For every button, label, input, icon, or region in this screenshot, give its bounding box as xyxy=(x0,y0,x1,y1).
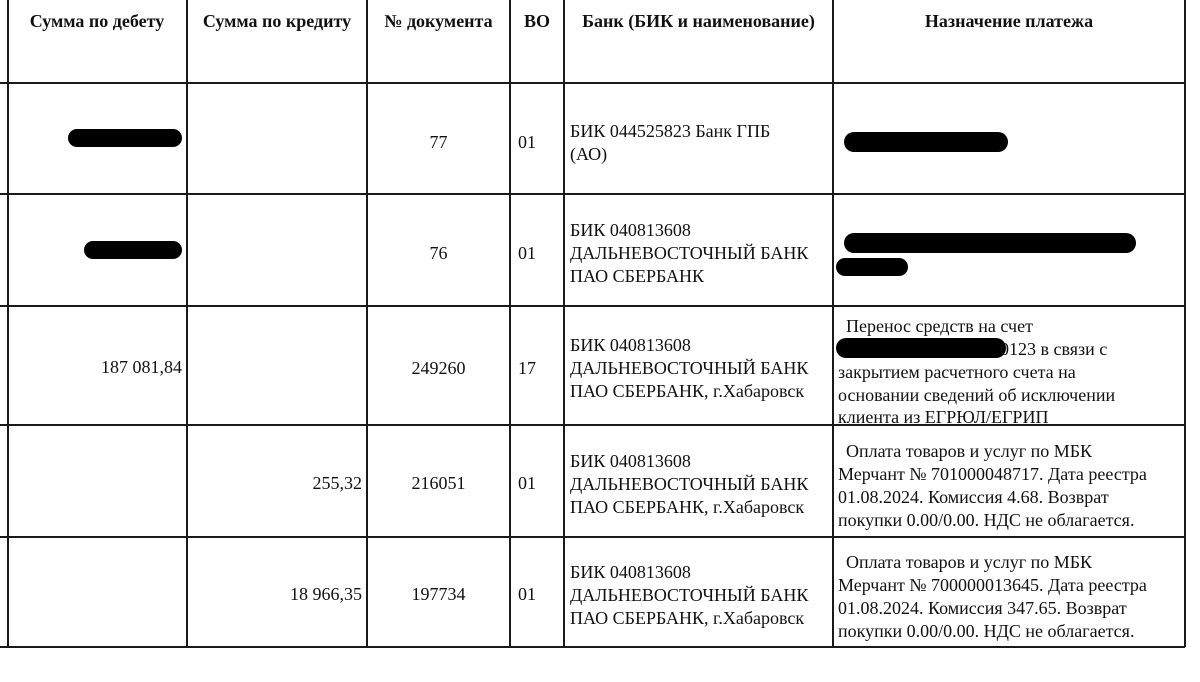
row-5-bank-line-1: БИК 040813608 xyxy=(570,562,691,582)
grid-line xyxy=(0,646,1185,648)
row-4-purpose-line-1: Оплата товаров и услуг по МБК xyxy=(846,441,1093,461)
row-4-credit: 255,32 xyxy=(312,473,362,493)
redaction-mark xyxy=(836,338,1006,358)
grid-line xyxy=(366,0,368,647)
grid-line xyxy=(563,0,565,647)
row-1-bank-line-1: БИК 044525823 Банк ГПБ xyxy=(570,121,771,141)
grid-line xyxy=(186,0,188,647)
row-5-credit: 18 966,35 xyxy=(290,584,362,604)
row-4-vo: 01 xyxy=(518,473,536,493)
row-3-purpose-line-1: Перенос средств на счет xyxy=(846,316,1033,336)
row-1-doc-number: 77 xyxy=(429,132,448,152)
redaction-mark xyxy=(836,258,908,276)
grid-line xyxy=(0,193,1185,195)
row-4-bank-line-3: ПАО СБЕРБАНК, г.Хабаровск xyxy=(570,497,805,517)
row-3-debit: 187 081,84 xyxy=(101,357,182,377)
redaction-mark xyxy=(84,241,182,259)
header-vo: ВО xyxy=(523,11,550,31)
header-credit: Сумма по кредиту xyxy=(202,11,352,31)
row-3-purpose-line-2: 0123 в связи с xyxy=(1000,339,1108,359)
row-5-bank-line-2: ДАЛЬНЕВОСТОЧНЫЙ БАНК xyxy=(570,585,809,605)
header-doc-number: № документа xyxy=(384,11,493,31)
header-debit: Сумма по дебету xyxy=(29,11,165,31)
row-1-bank-line-2: (АО) xyxy=(570,144,608,164)
row-4-purpose-line-3: 01.08.2024. Комиссия 4.68. Возврат xyxy=(838,487,1109,507)
row-2-bank-line-1: БИК 040813608 xyxy=(570,220,691,240)
row-3-purpose-line-3: закрытием расчетного счета на xyxy=(838,362,1076,382)
row-4-purpose-line-2: Мерчант № 701000048717. Дата реестра xyxy=(838,464,1147,484)
row-1-vo: 01 xyxy=(518,132,536,152)
grid-line xyxy=(1184,0,1186,647)
row-5-purpose-line-1: Оплата товаров и услуг по МБК xyxy=(846,552,1093,572)
grid-line xyxy=(7,0,9,647)
grid-line xyxy=(0,305,1185,307)
row-3-vo: 17 xyxy=(518,358,536,378)
row-2-doc-number: 76 xyxy=(429,243,448,263)
row-4-bank-line-1: БИК 040813608 xyxy=(570,451,691,471)
row-3-purpose-line-4: основании сведений об исключении xyxy=(838,385,1116,405)
row-5-bank-line-3: ПАО СБЕРБАНК, г.Хабаровск xyxy=(570,608,805,628)
header-bank: Банк (БИК и наименование) xyxy=(582,11,815,31)
row-5-purpose-line-3: 01.08.2024. Комиссия 347.65. Возврат xyxy=(838,598,1127,618)
row-2-bank-line-2: ДАЛЬНЕВОСТОЧНЫЙ БАНК xyxy=(570,243,809,263)
row-5-purpose-line-4: покупки 0.00/0.00. НДС не облагается. xyxy=(838,621,1135,641)
header-purpose: Назначение платежа xyxy=(924,11,1094,31)
row-5-purpose-line-2: Мерчант № 700000013645. Дата реестра xyxy=(838,575,1147,595)
row-3-bank-line-2: ДАЛЬНЕВОСТОЧНЫЙ БАНК xyxy=(570,358,809,378)
row-3-purpose-line-5: клиента из ЕГРЮЛ/ЕГРИП xyxy=(838,407,1049,427)
row-5-doc-number: 197734 xyxy=(411,584,466,604)
row-5-vo: 01 xyxy=(518,584,536,604)
row-2-bank-line-3: ПАО СБЕРБАНК xyxy=(570,266,705,286)
grid-line xyxy=(0,82,1185,84)
row-4-bank-line-2: ДАЛЬНЕВОСТОЧНЫЙ БАНК xyxy=(570,474,809,494)
grid-line xyxy=(832,0,834,647)
row-3-bank-line-3: ПАО СБЕРБАНК, г.Хабаровск xyxy=(570,381,805,401)
row-2-vo: 01 xyxy=(518,243,536,263)
redaction-mark xyxy=(844,132,1008,152)
row-4-doc-number: 216051 xyxy=(411,473,466,493)
redaction-mark xyxy=(68,129,182,147)
row-4-purpose-line-4: покупки 0.00/0.00. НДС не облагается. xyxy=(838,510,1135,530)
row-3-bank-line-1: БИК 040813608 xyxy=(570,335,691,355)
row-3-doc-number: 249260 xyxy=(411,358,466,378)
grid-line xyxy=(0,536,1185,538)
redaction-mark xyxy=(844,233,1136,253)
grid-line xyxy=(509,0,511,647)
